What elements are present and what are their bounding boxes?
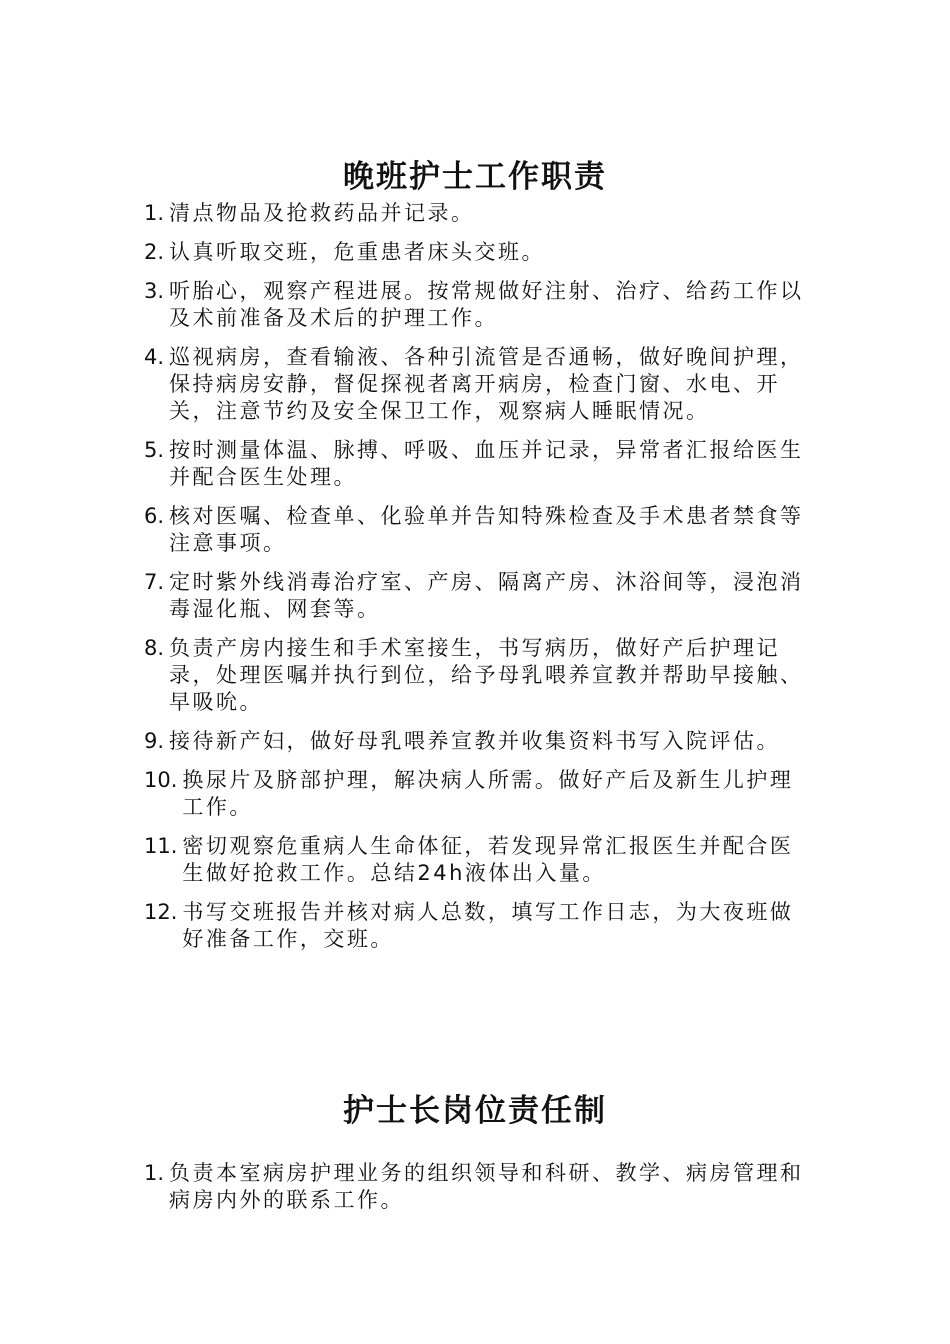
item-text: 清点物品及抢救药品并记录。 <box>169 201 475 225</box>
item-text: 换尿片及脐部护理，解决病人所需。做好产后及新生儿护理工作。 <box>182 768 794 819</box>
item-text: 巡视病房，查看输液、各种引流管是否通畅，做好晚间护理，保持病房安静，督促探视者离开病房，检查门窗、水电、开关，注意节约及安全保卫工作，观察病人睡眠情况。 <box>169 345 804 423</box>
head-nurse-responsibilities-list <box>144 1160 804 1226</box>
section-title-night-shift-duties: 晚班护士工作职责 <box>343 158 607 195</box>
item-number: 3. <box>144 279 165 303</box>
list-item <box>144 1160 804 1214</box>
item-number: 12. <box>144 900 178 924</box>
list-item <box>144 503 804 557</box>
item-number: 7. <box>144 570 165 594</box>
item-number: 9. <box>144 729 165 753</box>
item-text: 认真听取交班，危重患者床头交班。 <box>169 240 546 264</box>
item-text: 负责产房内接生和手术室接生，书写病历，做好产后护理记录，处理医嘱并执行到位，给予母乳喂养宣教并帮助早接触、早吸吮。 <box>169 636 804 714</box>
list-item <box>144 344 804 425</box>
item-text: 负责本室病房护理业务的组织领导和科研、教学、病房管理和病房内外的联系工作。 <box>169 1161 804 1212</box>
list-item <box>144 767 804 821</box>
item-number: 2. <box>144 240 165 264</box>
list-item <box>144 437 804 491</box>
item-text: 密切观察危重病人生命体征，若发现异常汇报医生并配合医生做好抢救工作。总结24h液体出入量。 <box>182 834 794 885</box>
list-item <box>144 635 804 716</box>
item-text: 接待新产妇，做好母乳喂养宣教并收集资料书写入院评估。 <box>169 729 781 753</box>
section-title-head-nurse-responsibilities: 护士长岗位责任制 <box>343 1092 607 1129</box>
item-number: 10. <box>144 768 178 792</box>
item-text: 核对医嘱、检查单、化验单并告知特殊检查及手术患者禁食等注意事项。 <box>169 504 804 555</box>
item-number: 6. <box>144 504 165 528</box>
list-item <box>144 239 804 266</box>
list-item <box>144 833 804 887</box>
list-item <box>144 200 804 227</box>
item-number: 8. <box>144 636 165 660</box>
list-item <box>144 569 804 623</box>
item-text: 按时测量体温、脉搏、呼吸、血压并记录，异常者汇报给医生并配合医生处理。 <box>169 438 804 489</box>
night-shift-duties-list <box>144 200 804 965</box>
item-text: 听胎心，观察产程进展。按常规做好注射、治疗、给药工作以及术前准备及术后的护理工作。 <box>169 279 804 330</box>
item-number: 1. <box>144 1161 165 1185</box>
item-text: 定时紫外线消毒治疗室、产房、隔离产房、沐浴间等，浸泡消毒湿化瓶、网套等。 <box>169 570 804 621</box>
item-number: 11. <box>144 834 178 858</box>
item-number: 1. <box>144 201 165 225</box>
list-item <box>144 278 804 332</box>
item-number: 5. <box>144 438 165 462</box>
item-number: 4. <box>144 345 165 369</box>
list-item <box>144 899 804 953</box>
list-item <box>144 728 804 755</box>
item-text: 书写交班报告并核对病人总数，填写工作日志，为大夜班做好准备工作，交班。 <box>182 900 794 951</box>
